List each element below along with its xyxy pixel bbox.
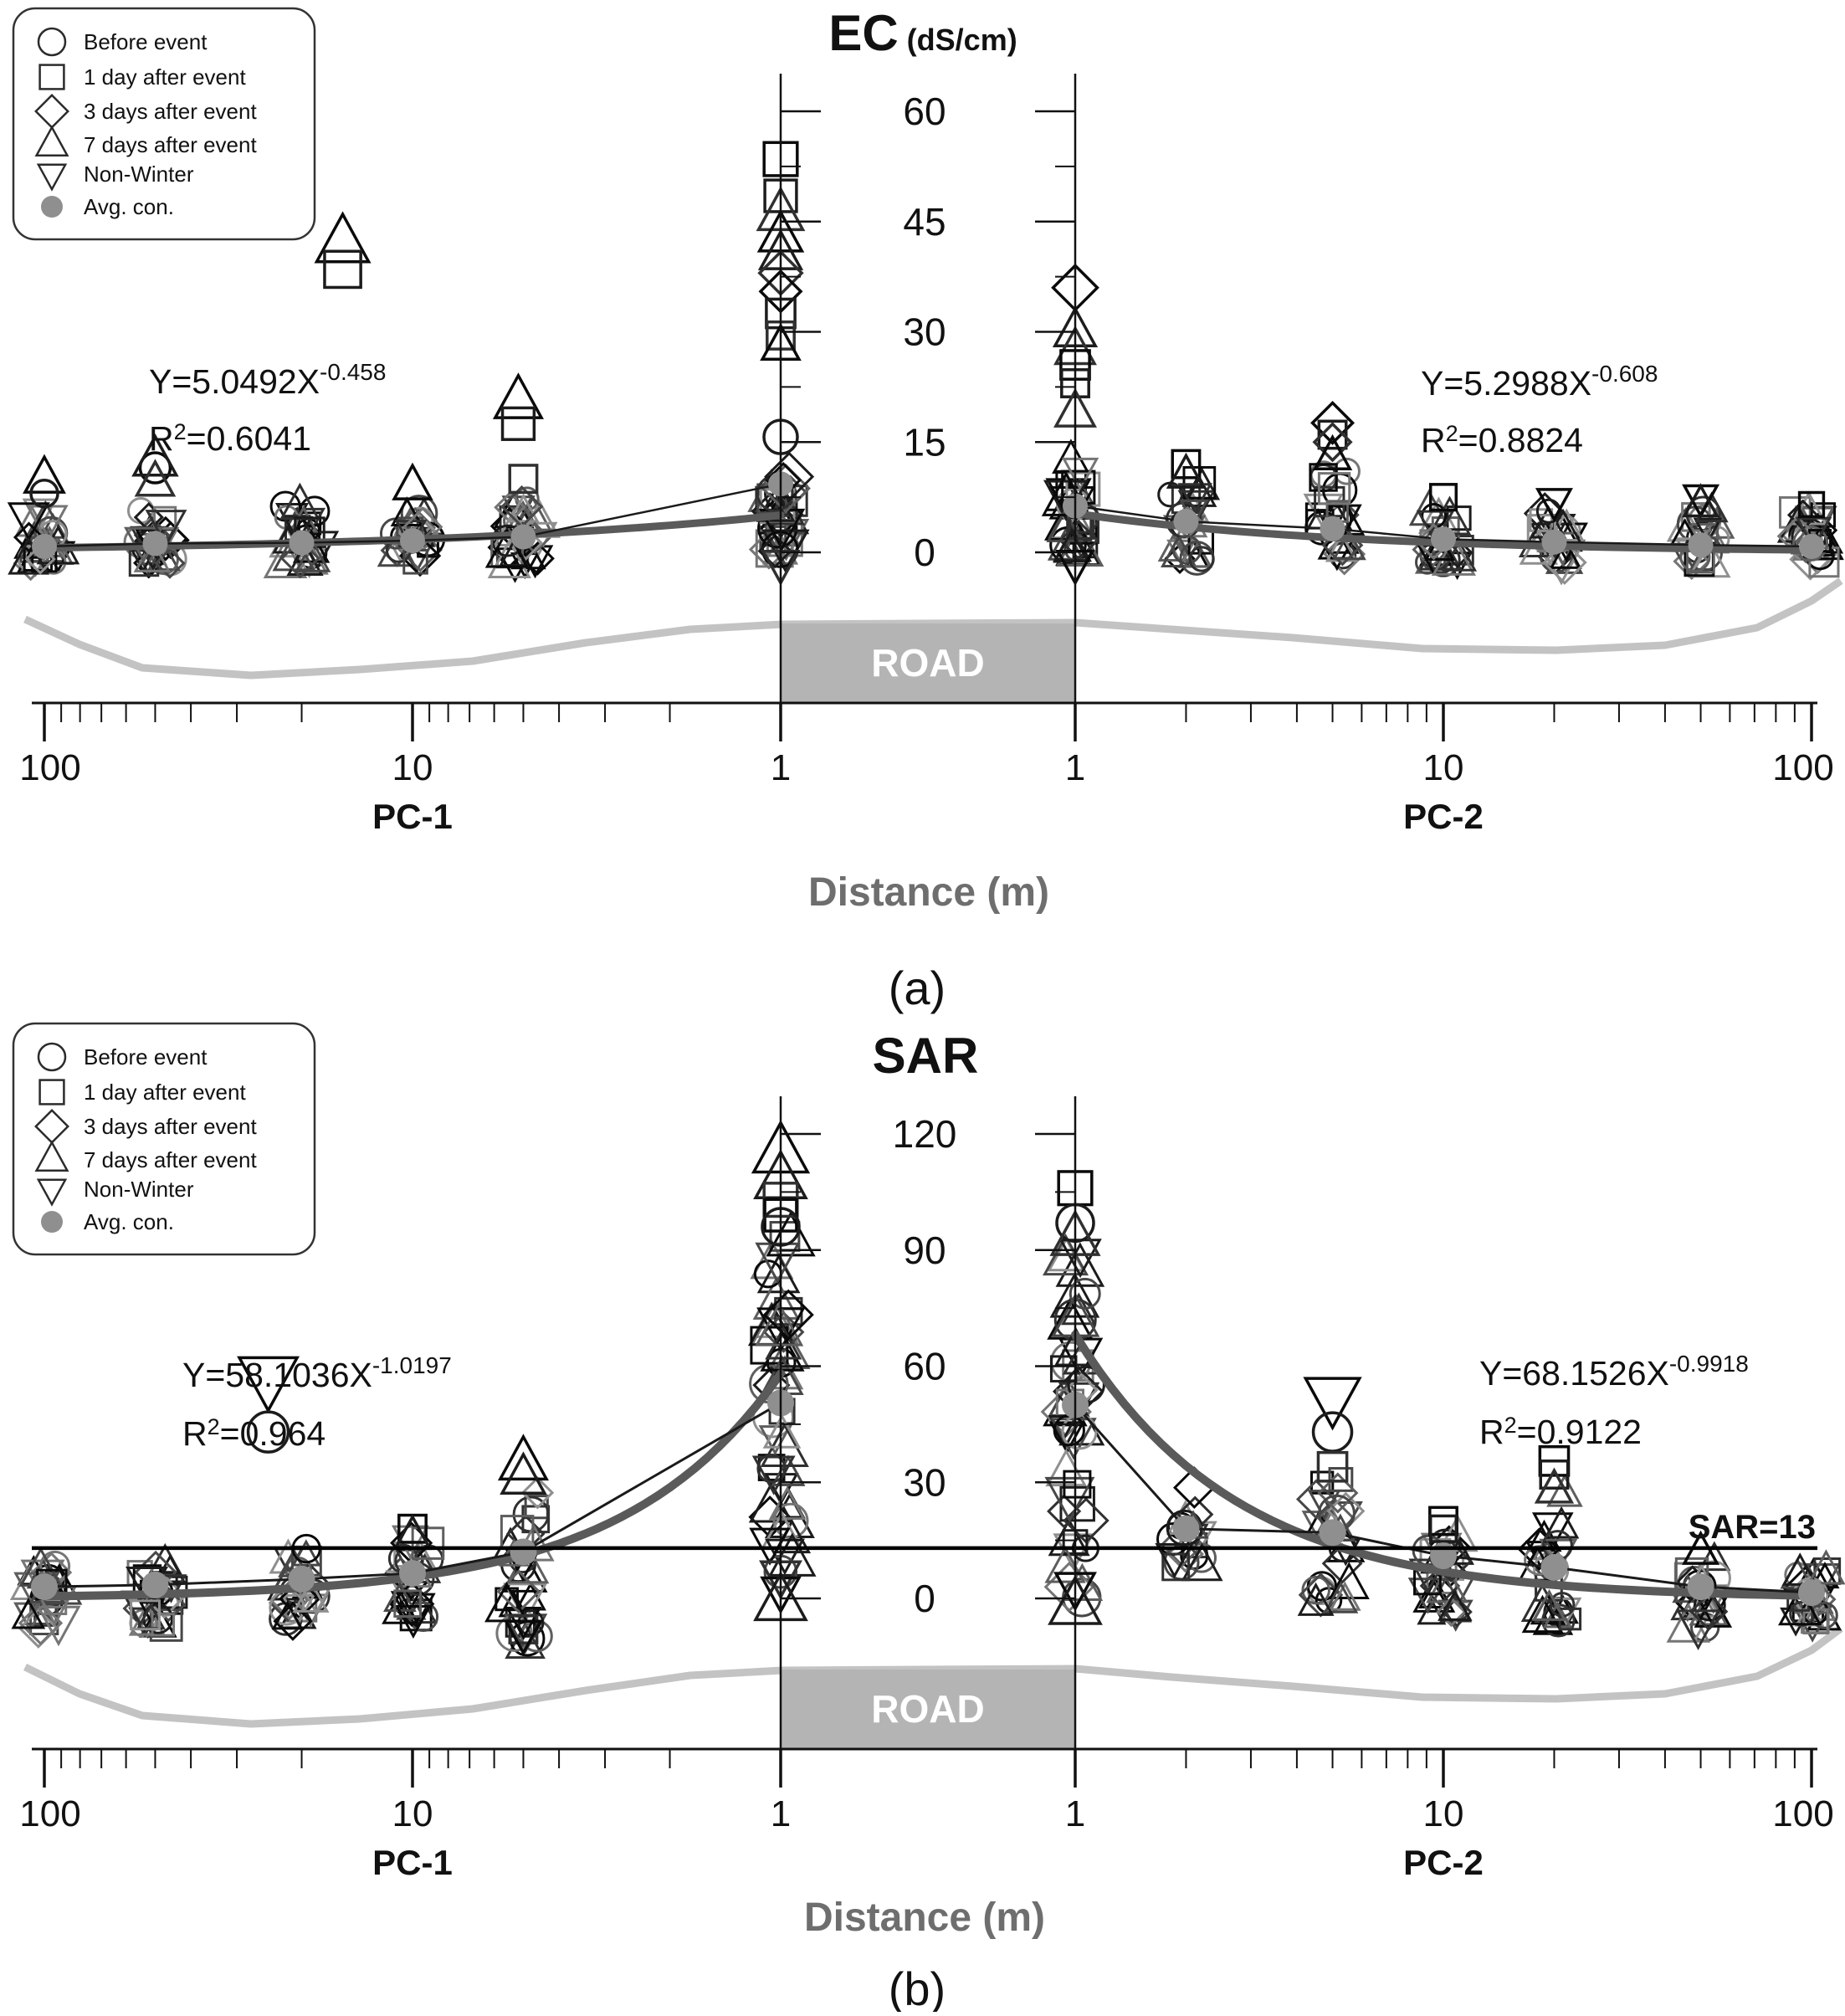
x-tick-label: 10 <box>392 1793 433 1834</box>
y-tick-label: 90 <box>903 1228 946 1272</box>
road-label: ROAD <box>871 641 985 685</box>
pc-label-PC-2: PC-2 <box>1403 797 1484 836</box>
x-tick-label: 100 <box>1772 747 1834 788</box>
avg-dot-marker <box>1173 509 1198 534</box>
x-tick-label: 100 <box>19 747 81 788</box>
chart-a <box>9 5 1842 1014</box>
legend-label: 7 days after event <box>84 132 257 157</box>
legend-label: Non-Winter <box>84 1177 194 1202</box>
data-marker <box>25 457 64 492</box>
legend-label: 1 day after event <box>84 1080 246 1105</box>
legend-a <box>13 8 315 239</box>
avg-dot-marker <box>1799 534 1824 559</box>
y-tick-label: 120 <box>892 1112 957 1156</box>
legend-label: Before event <box>84 1044 208 1070</box>
data-marker <box>1048 1451 1085 1485</box>
legend-label: Non-Winter <box>84 162 194 187</box>
avg-dot-marker <box>1320 516 1345 541</box>
distance-axis-label: Distance (m) <box>803 1895 1046 1940</box>
legend-glyph-dot <box>41 1211 63 1233</box>
r-squared-line: $R^2=0.9122$ <box>1479 1413 1642 1451</box>
pc-label-PC-2: PC-2 <box>1403 1843 1484 1882</box>
avg-dot-marker <box>1320 1519 1346 1546</box>
data-marker <box>1054 441 1089 472</box>
y-axes <box>781 1096 1075 1749</box>
avg-dot-marker <box>1688 1573 1714 1600</box>
x-tick-label: 1 <box>1064 1793 1086 1834</box>
x-tick-label: 1 <box>1064 747 1086 788</box>
legend-label: 7 days after event <box>84 1147 257 1172</box>
avg-dot-marker <box>399 1560 426 1587</box>
data-marker <box>137 462 174 495</box>
equation-line: $Y=5.2988X^{-0.608}$ <box>1421 361 1658 403</box>
r-squared-line: $R^2=0.6041$ <box>149 419 311 458</box>
r-squared-line: $R^2=0.8824$ <box>1421 421 1583 459</box>
equation-left <box>182 1352 452 1453</box>
x-tick-label: 10 <box>1422 1793 1464 1834</box>
avg-dot-marker <box>510 525 536 550</box>
y-tick-label: 0 <box>914 1577 935 1620</box>
data-marker <box>503 408 535 439</box>
avg-dot-marker <box>31 1573 58 1600</box>
legend-label: 3 days after event <box>84 1114 257 1139</box>
road-label: ROAD <box>871 1687 985 1731</box>
equation-left <box>149 359 386 458</box>
x-tick-label: 1 <box>770 747 792 788</box>
equation-line: $Y=5.0492X^{-0.458}$ <box>149 359 387 401</box>
panel-caption: (b) <box>888 1962 946 2012</box>
x-tick-label: 10 <box>392 747 433 788</box>
avg-dot-marker <box>1798 1579 1825 1606</box>
x-tick-label: 100 <box>1772 1793 1834 1834</box>
pc-label-PC-1: PC-1 <box>372 1843 453 1882</box>
legend-label: Before event <box>84 29 208 54</box>
y-tick-label: 60 <box>903 90 946 134</box>
y-tick-label: 15 <box>903 420 946 464</box>
avg-dot-marker <box>1689 532 1714 557</box>
panel-caption: (a) <box>888 962 946 1014</box>
avg-dot-marker <box>1431 526 1456 551</box>
data-marker <box>394 465 431 499</box>
avg-dot-marker <box>142 531 167 556</box>
data-marker <box>325 251 361 287</box>
distance-axis-label: Distance (m) <box>807 870 1050 915</box>
y-axes <box>781 74 1075 703</box>
x-ruler <box>19 1749 1833 1882</box>
avg-dot-marker <box>1540 1554 1567 1581</box>
data-marker <box>500 1437 546 1479</box>
y-tick-label: 30 <box>903 1460 946 1505</box>
panel-title: SAR <box>872 1028 979 1084</box>
y-tick-label: 60 <box>903 1344 946 1388</box>
data-marker <box>502 1454 545 1493</box>
data-marker <box>1314 1413 1352 1451</box>
avg-dot-marker <box>1172 1516 1199 1542</box>
road-box <box>781 1670 1075 1749</box>
avg-dot-marker <box>1541 530 1566 555</box>
avg-dot-marker <box>510 1539 536 1566</box>
legend-label: Avg. con. <box>84 1209 174 1234</box>
legend-label: 3 days after event <box>84 99 257 124</box>
road-box <box>781 623 1075 703</box>
y-tick-label: 30 <box>903 310 946 354</box>
x-ruler <box>19 703 1833 836</box>
avg-dot-marker <box>400 528 425 553</box>
equation-line: $Y=58.1036X^{-1.0197}$ <box>182 1352 452 1394</box>
avg-dot-marker <box>289 1566 315 1593</box>
legend-b <box>13 1023 315 1254</box>
panel-title: EC (dS/cm) <box>828 5 1017 61</box>
pc-label-PC-1: PC-1 <box>372 797 453 836</box>
r-squared-line: $R^2=0.964$ <box>182 1414 326 1453</box>
avg-dot-marker <box>141 1572 168 1598</box>
x-tick-label: 100 <box>19 1793 81 1834</box>
legend-label: 1 day after event <box>84 64 246 90</box>
sar-reference-label: SAR=13 <box>1688 1509 1816 1546</box>
legend-glyph-dot <box>41 196 63 218</box>
x-tick-label: 10 <box>1422 747 1464 788</box>
equation-right <box>1479 1351 1749 1451</box>
y-tick-label: 45 <box>903 199 946 244</box>
equation-line: $Y=68.1526X^{-0.9918}$ <box>1479 1351 1749 1393</box>
x-tick-label: 1 <box>770 1793 792 1834</box>
data-marker <box>1305 1378 1359 1428</box>
legend-label: Avg. con. <box>84 194 174 219</box>
y-tick-label: 0 <box>914 531 935 574</box>
avg-dot-marker <box>290 531 315 556</box>
chart-b <box>12 1023 1843 2012</box>
avg-dot-marker <box>32 534 57 559</box>
equation-right <box>1421 361 1658 459</box>
